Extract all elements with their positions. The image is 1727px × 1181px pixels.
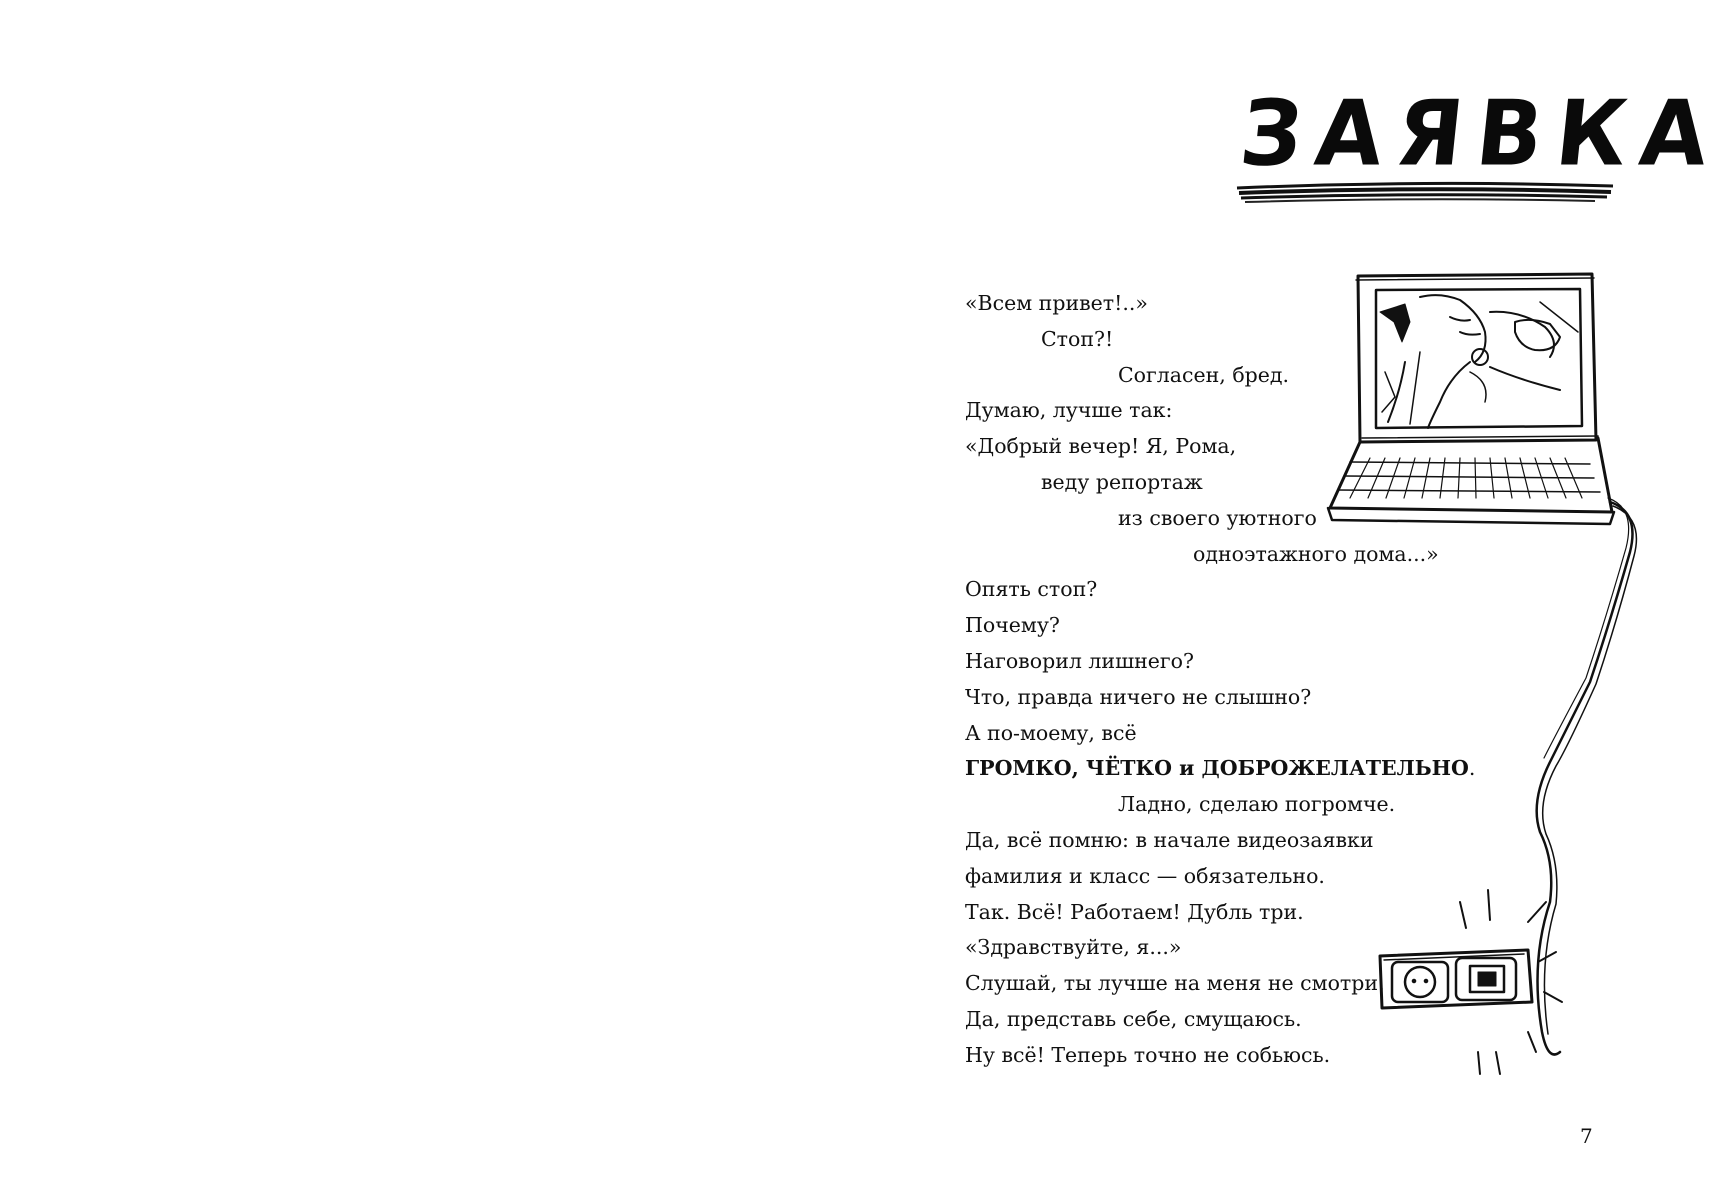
left-page-blank bbox=[0, 0, 827, 1181]
poem-line: Слушай, ты лучше на меня не смотри. bbox=[965, 971, 1385, 996]
chapter-title-text: ЗАЯВКА bbox=[1235, 81, 1727, 187]
emphasis-tail: . bbox=[1468, 756, 1476, 781]
poem-line: Ну всё! Теперь точно не собьюсь. bbox=[965, 1042, 1331, 1067]
poem-line: Думаю, лучше так: bbox=[965, 398, 1173, 423]
poem-line: «Всем привет!..» bbox=[965, 291, 1148, 315]
poem-line: Что, правда ничего не слышно? bbox=[965, 684, 1312, 709]
poem-line: веду репортаж bbox=[1041, 469, 1203, 494]
poem-line: Согласен, бред. bbox=[1118, 362, 1290, 387]
emphasis-text: ГРОМКО, ЧЁТКО и ДОБРОЖЕЛАТЕЛЬНО bbox=[965, 756, 1469, 781]
poem-line: фамилия и класс — обязательно. bbox=[965, 863, 1325, 888]
poem-line: «Здравствуйте, я...» bbox=[965, 935, 1182, 960]
poem-line: А по-моему, всё bbox=[965, 720, 1137, 745]
poem-line: Опять стоп? bbox=[965, 577, 1098, 602]
chapter-title bbox=[1235, 78, 1727, 198]
poem-line: Наговорил лишнего? bbox=[965, 648, 1195, 673]
poem-line: Так. Всё! Работаем! Дубль три. bbox=[965, 899, 1304, 924]
poem-line: «Добрый вечер! Я, Рома, bbox=[965, 434, 1237, 459]
poem-line: Да, всё помню: в начале видеозаявки bbox=[965, 827, 1374, 852]
laptop-illustration bbox=[1310, 262, 1650, 1122]
poem-line: из своего уютного bbox=[1118, 505, 1317, 530]
poem-line: одноэтажного дома...» bbox=[1193, 541, 1439, 566]
poem-line: Ладно, сделаю погромче. bbox=[1118, 792, 1396, 817]
poem-line: Почему? bbox=[965, 613, 1060, 638]
page-number: 7 bbox=[1580, 1124, 1593, 1148]
poem-line: Стоп?! bbox=[1041, 326, 1114, 351]
title-underline-brush bbox=[1235, 178, 1615, 208]
poem-line: Да, представь себе, смущаюсь. bbox=[965, 1006, 1302, 1031]
